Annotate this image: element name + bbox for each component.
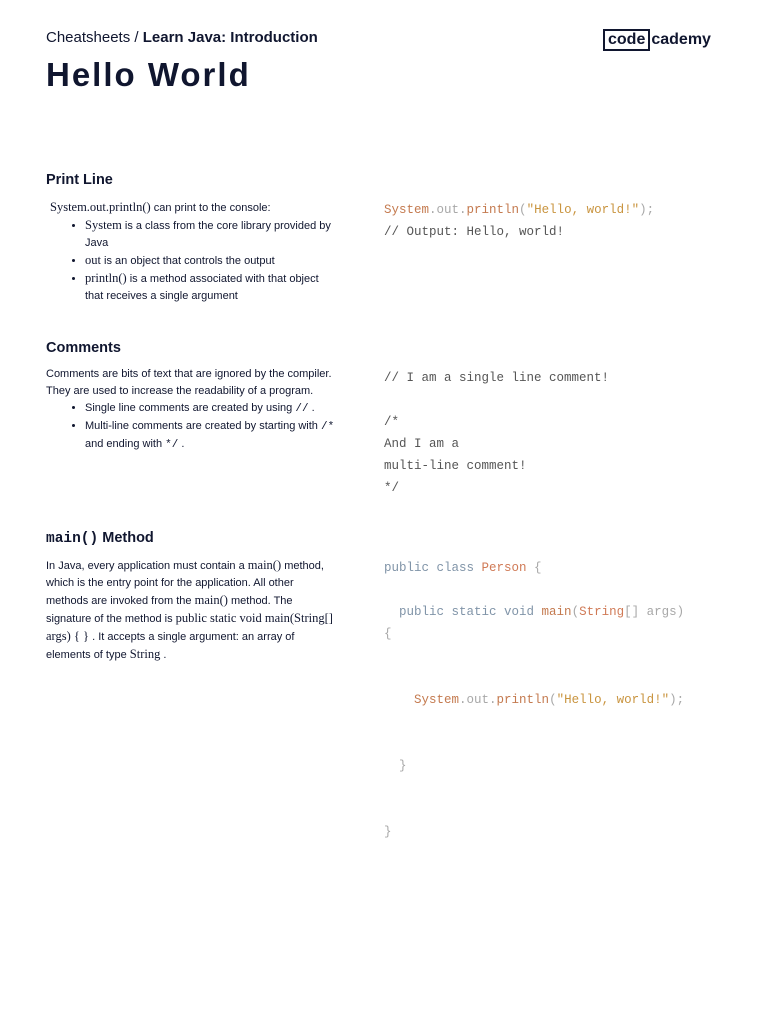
breadcrumb-root-link[interactable]: Cheatsheets (46, 29, 131, 46)
list-item: • Single line comments are created by using // . (85, 400, 336, 418)
list-item: • Multi-line comments are created by starting with /* and ending with */ . (85, 418, 336, 454)
breadcrumb-separator: / (134, 29, 139, 46)
code-line: public class Person { (384, 561, 542, 575)
comments-title: Comments (46, 340, 121, 356)
code-line: multi-line comment! (384, 459, 527, 473)
comments-code-block (384, 367, 609, 499)
code-line: } (384, 759, 407, 773)
main-method-code-block (384, 557, 684, 843)
print-line-title: Print Line (46, 172, 113, 188)
inline-code: // (295, 403, 309, 415)
page-title: Hello World (46, 56, 251, 93)
code-line: And I am a (384, 437, 460, 451)
inline-code: System.out.println() (50, 200, 151, 214)
code-line: { (384, 627, 392, 641)
breadcrumb-current[interactable]: Learn Java: Introduction (142, 29, 318, 46)
list-item (85, 252, 336, 270)
description-text: can print to the console: (153, 202, 271, 214)
list-item-text: is an object that controls the output (104, 255, 275, 267)
title-code: main() (46, 531, 99, 547)
inline-code: public static void main(String[] args) { } (46, 611, 333, 643)
breadcrumb (46, 29, 318, 46)
print-line-code-block (384, 199, 654, 243)
code-line: System.out.println("Hello, world!"); (414, 693, 685, 707)
code-line: } (384, 825, 392, 839)
list-item-text: is a class from the core library provided by Java (85, 220, 331, 249)
list-item (85, 217, 336, 252)
comments-description (46, 366, 336, 454)
code-line: public static void main(String[] args) (399, 605, 685, 619)
main-method-description: In Java, every application must contain a main() method, which is the entry point for the application. All other methods are invoked from the main() method. The signature of the method is public static void main(String[] args) { } . It accepts a single argument: an array of elements of type String . (46, 558, 333, 661)
inline-code: String (129, 647, 161, 661)
main-method-title (46, 530, 154, 547)
code-line: System.out.println("Hello, world!"); (384, 203, 655, 217)
comments-body: Comments are bits of text that are ignored by the compiler. They are used to increase the readability of a program. (46, 368, 332, 397)
inline-code: println() (85, 271, 127, 285)
inline-code: */ (165, 439, 179, 451)
logo-rest: cademy (651, 31, 711, 48)
code-line: // Output: Hello, world! (384, 225, 565, 239)
logo-box: code (603, 29, 650, 51)
codecademy-logo[interactable] (603, 29, 711, 51)
code-line: */ (384, 481, 400, 495)
code-line: /* (384, 415, 400, 429)
inline-code: main() (247, 558, 282, 572)
print-line-description (46, 199, 336, 305)
inline-code: System (85, 218, 122, 232)
inline-code: out (85, 253, 101, 267)
list-item (85, 270, 336, 305)
inline-code: /* (321, 421, 335, 433)
code-line: // I am a single line comment! (384, 371, 610, 385)
list-item-text: is a method associated with that object that receives a single argument (85, 273, 319, 302)
inline-code: main() (194, 593, 228, 607)
title-text: Method (102, 530, 154, 546)
